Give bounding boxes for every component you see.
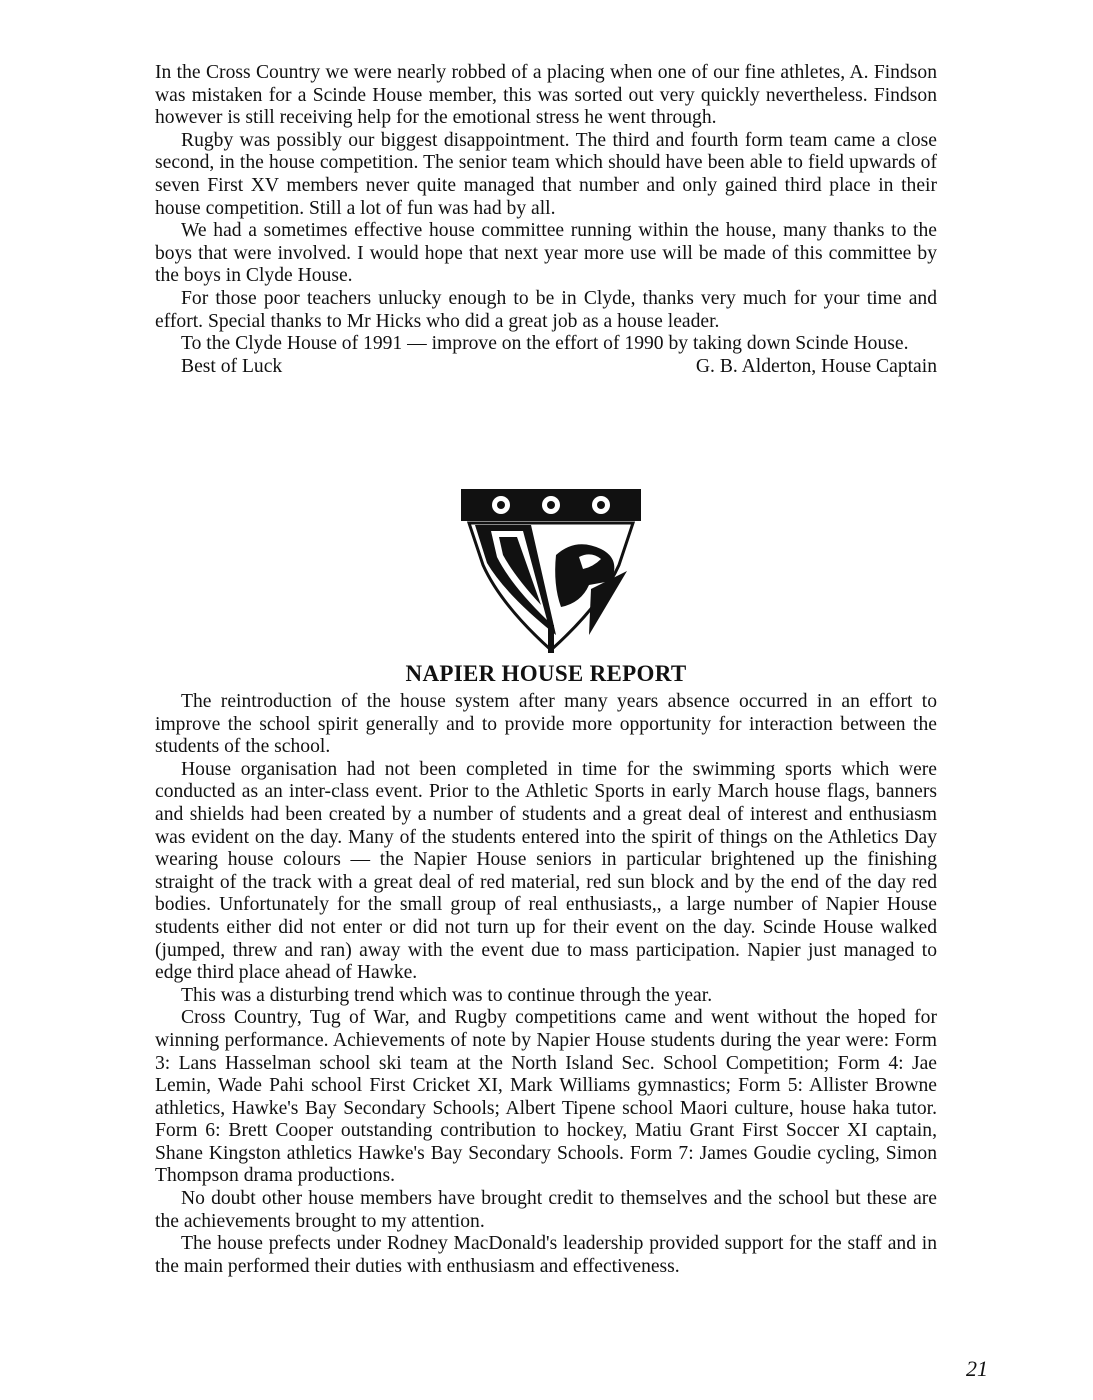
- clyde-report: [155, 62, 937, 378]
- paragraph: Rugby was possibly our biggest disappointment. The third and fourth form team came a close second, in the house competition. The senior team which should have been able to field upwards of seven First XV members never quite managed that number and only gained third place in their house competition. Still a lot of fun was had by all.: [155, 129, 937, 219]
- sign-off: [155, 356, 937, 379]
- napier-house-crest-icon: [461, 485, 641, 655]
- paragraph: Cross Country, Tug of War, and Rugby competitions came and went without the hoped for winning performance. Achievements of note by Napier House students during the year were: Form 3: Lans Hasselman school ski team at the North Island Sec. School Competition; Form 4: Jae Lemin, Wade Pahi school First Cricket XI, Mark Williams gymnastics; Form 5: Allister Browne athletics, Hawke's Bay Secondary Schools; Albert Tipene school Maori culture, house haka tutor. Form 6: Brett Cooper outstanding contribution to hockey, Matiu Grant First Soccer XI captain, Shane Kingston athletics Hawke's Bay Secondary Schools. Form 7: James Goudie cycling, Simon Thompson drama productions.: [155, 1007, 937, 1187]
- paragraph: The house prefects under Rodney MacDonald's leadership provided support for the staff and in the main performed their duties with enthusiasm and effectiveness.: [155, 1233, 937, 1277]
- napier-report: [155, 691, 937, 1278]
- signature: G. B. Alderton, House Captain: [695, 355, 937, 377]
- paragraph: This was a disturbing trend which was to continue through the year.: [181, 984, 713, 1006]
- paragraph: For those poor teachers unlucky enough to be in Clyde, thanks very much for your time and effort. Special thanks to Mr Hicks who did a great job as a house leader.: [155, 287, 937, 332]
- paragraph: No doubt other house members have brought credit to themselves and the school but these are the achievements brought to my attention.: [155, 1188, 937, 1232]
- paragraph: In the Cross Country we were nearly robbed of a placing when one of our fine athletes, A. Findson was mistaken for a Scinde House member, this was sorted out very quickly nevertheless. Findson however is still receiving help for the emotional stress he went through.: [155, 62, 937, 129]
- paragraph: House organisation had not been completed in time for the swimming sports which were conducted as an inter-class event. Prior to the Athletic Sports in early March house flags, banners and shields had been created by a number of students and a great deal of interest and enthusiasm was evident on the day. Many of the students entered into the spirit of things on the Athletics Day wearing house colours — the Napier House seniors in particular brightened up the finishing straight of the track with a great deal of red material, red sun block and by the end of the day red bodies. Unfortunately for the small group of real enthusiasts,, a large number of Napier House students either did not enter or did not turn up for their event on the day. Scinde House walked (jumped, threw and ran) away with the event due to mass participation. Napier just managed to edge third place ahead of Hawke.: [155, 758, 937, 984]
- paragraph: To the Clyde House of 1991 — improve on the effort of 1990 by taking down Scinde House.: [181, 333, 909, 355]
- closing: Best of Luck: [181, 355, 283, 377]
- napier-report-title: NAPIER HOUSE REPORT: [405, 661, 687, 686]
- page-number: 21: [966, 1356, 988, 1381]
- paragraph: We had a sometimes effective house committee running within the house, many thanks to the boys that were involved. I would hope that next year more use will be made of this committee by the boys in Clyde House.: [155, 220, 937, 287]
- paragraph: The reintroduction of the house system after many years absence occurred in an effort to improve the school spirit generally and to provide more opportunity for interaction between the students of the school.: [155, 691, 937, 758]
